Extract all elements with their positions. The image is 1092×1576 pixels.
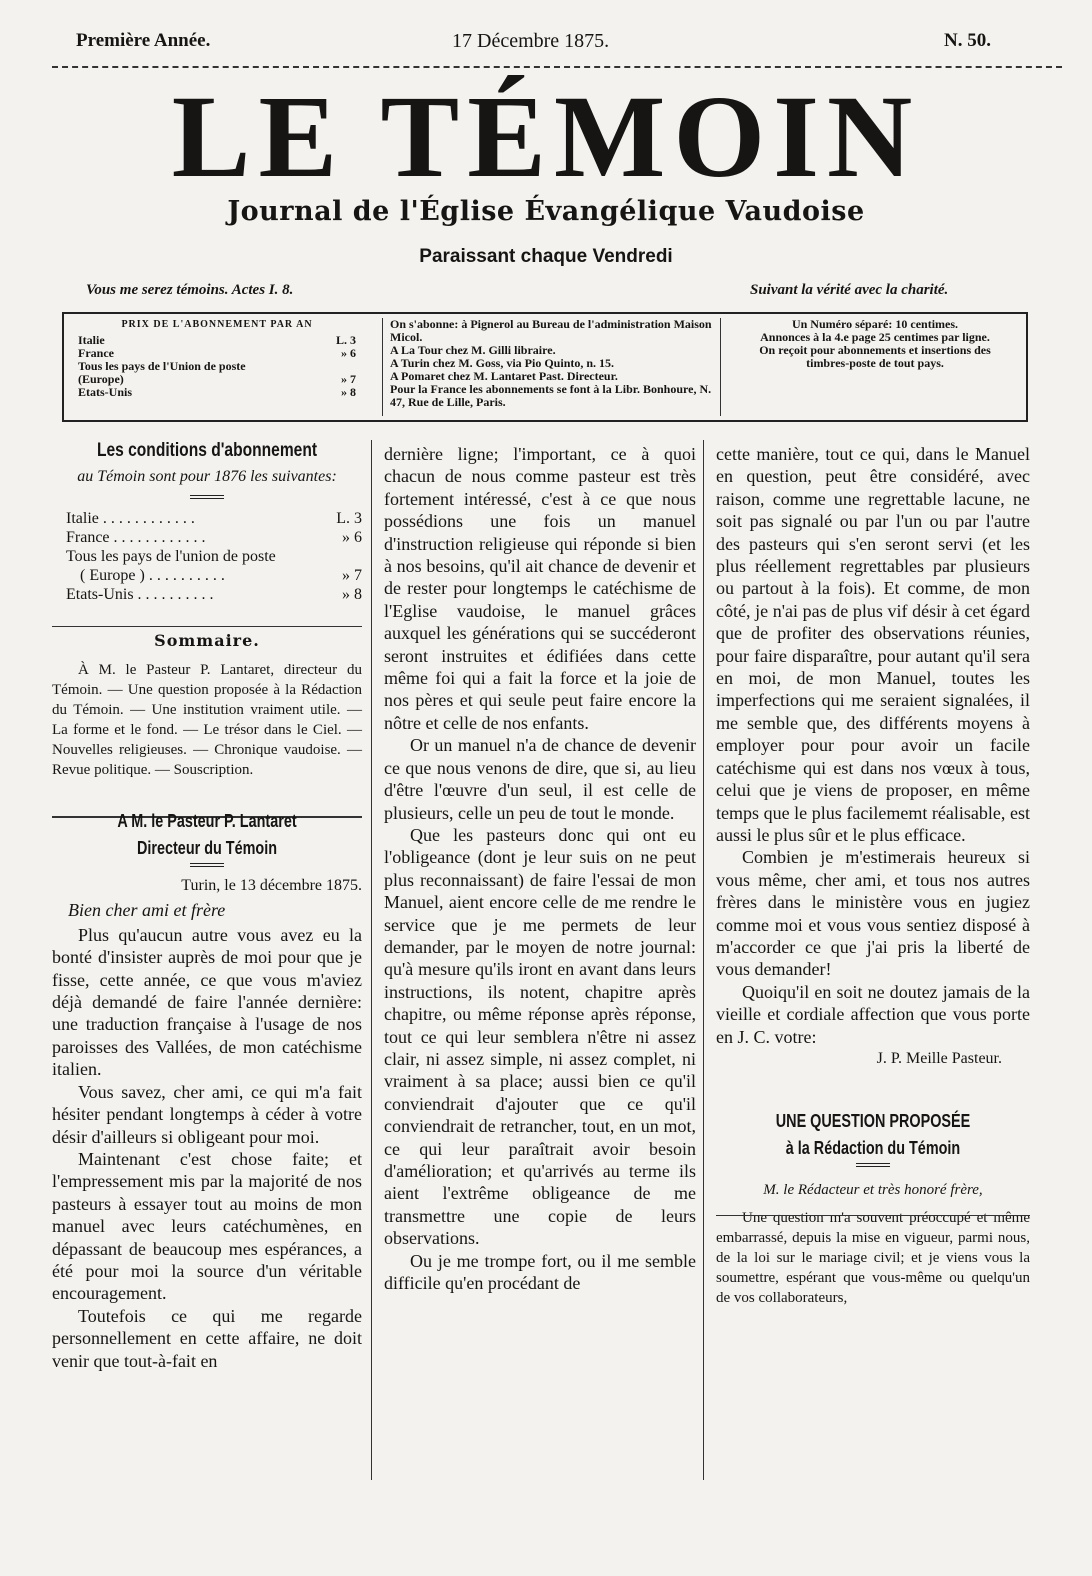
masthead-title: LE TÉMOIN: [171, 71, 921, 202]
conditions-row: ( Europe ) . . . . . . . . . . » 7: [80, 566, 362, 584]
column-1: [52, 440, 362, 1372]
year-label: Première Année.: [76, 30, 211, 51]
price-title: PRIX DE L'ABONNEMENT PAR AN: [121, 319, 313, 330]
short-rule: [856, 1163, 890, 1167]
column-divider: [703, 440, 704, 1480]
price-row: Italie L. 3: [78, 333, 356, 347]
subscribe-line: A Pomaret chez M. Lantaret Past. Directeur.: [390, 369, 618, 383]
letter-heading: A M. le Pasteur P. Lantaret: [117, 811, 297, 832]
top-divider: [52, 66, 1062, 68]
letter-paragraph: cette manière, tout ce qui, dans le Manuel en question, peut être considéré, avec raison, comme une regrettable lacune, ne soit pas signalé ou par l'un ou par l'autre des pasteurs qui s'en seront servi (et les plus réellement regrettables par plusieurs ou partout à la fois). Et comme, de mon côté, je n'ai pas de plus vif désir à cet égard que de profiter des observations réunies, pour faire disparaître, pour autant qu'il sera en moi, de mon Manuel, toutes les imperfections qui me seraient signalées, il me semble que, des différents moyens à employer pour pour avoir un facile catéchisme qui est dans nos vœux à tous, celui que je viens de proposer, en même temps que le plus facilememt réalisable, est aussi le plus sûr et le plus efficace.: [716, 444, 1030, 845]
column-3: [716, 443, 1030, 1308]
price-row: Etats-Unis » 8: [78, 385, 356, 399]
issue-date: 17 Décembre 1875.: [452, 30, 610, 52]
letter-dateline: Turin, le 13 décembre 1875.: [181, 877, 362, 895]
subscribe-info: [390, 318, 712, 416]
column-divider: [371, 440, 372, 1480]
letter-paragraph: Combien je m'estimerais heureux si vous même, cher ami, et tous nos autres frères dans le ministère vous en jugiez comme moi et vous vous sentiez disposé à m'accorder ce que j'ai pris la liberté de vous demander!: [716, 847, 1030, 980]
conditions-row: Etats-Unis . . . . . . . . . . » 8: [66, 585, 362, 603]
conditions-row: Italie . . . . . . . . . . . . L. 3: [66, 509, 362, 527]
issue-number: N. 50.: [944, 30, 991, 51]
letter-paragraph: Maintenant c'est chose faite; et l'empressement mis par la majorité de nos pasteurs à essayer tout au moins de mon manuel avec leurs catéchumènes, en dépassant de beaucoup mes espérances, a été pour moi la source d'un véritable encouragement.: [52, 1148, 362, 1304]
letter-paragraph: Quoiqu'il en soit ne doutez jamais de la vieille et cordiale affection que vous porte en J. C. votre:: [716, 981, 1030, 1047]
sommaire-title: Sommaire.: [154, 630, 260, 650]
question-salutation: M. le Rédacteur et très honoré frère,: [763, 1182, 983, 1199]
subscribe-line: Pour la France les abonnements se font à la Libr. Bonhoure, N. 47, Rue de Lille, Paris.: [390, 382, 712, 409]
letter-paragraph: Vous savez, cher ami, ce qui m'a fait hésiter pendant longtemps à céder à votre désir d'ailleurs si obligeant pour moi.: [52, 1081, 362, 1147]
letter-paragraph: Ou je me trompe fort, ou il me semble difficile qu'en procédant de: [384, 1250, 696, 1294]
subscription-box: [62, 312, 1028, 422]
letter-paragraph: dernière ligne; l'important, ce à quoi chacun de nous comme pasteur est très fortement intéressé, c'est à ce que nous possédions une fois un manuel d'instruction religieuse qui réponde si bien à nos besoins, qu'il ait chance de devenir et de rester pour longtemps le catéchisme de l'Eglise vaudoise, le manuel grâces auxquel les générations qui se succéderont seront instruites et édifiées dans cette même foi qui a fait la force et la joie de nos pères et qui seule peut faire encore la nôtre et celle de nos enfants.: [384, 444, 696, 733]
subscribe-line: A La Tour chez M. Gilli libraire.: [390, 343, 556, 357]
question-text: Une question m'a souvent préoccupé et même embarrassé, depuis la mise en vigueur, parmi nous, de la loi sur le mariage civil; et je viens vous la soumettre, espérant que vous-même ou quelqu'un de vos collaborateurs,: [716, 1209, 1030, 1306]
short-rule: [190, 863, 224, 867]
masthead-subtitle: Journal de l'Église Évangélique Vaudoise: [227, 196, 865, 227]
info-line: Un Numéro séparé: 10 centimes.: [791, 318, 959, 331]
price-row: France » 6: [78, 346, 356, 360]
issue-info: [740, 318, 1010, 416]
box-divider: [720, 318, 721, 416]
sommaire-text: À M. le Pasteur P. Lantaret, directeur du Témoin. — Une question proposée à la Rédaction du Témoin. — Une institution vraiment utile. — La forme et le fond. — Le trésor dans le Ciel. — Nouvelles religieuses. — Chronique vaudoise. — Revue politique. — Souscription.: [52, 662, 362, 779]
motto-left: Vous me serez témoins. Actes I. 8.: [86, 282, 294, 298]
subscribe-line: A Turin chez M. Goss, via Pio Quinto, n. 15.: [390, 356, 615, 370]
price-list: [78, 318, 356, 416]
conditions-subtitle: au Témoin sont pour 1876 les suivantes:: [77, 468, 337, 486]
conditions-row: Tous les pays de l'union de poste: [66, 547, 276, 565]
motto-right: Suivant la vérité avec la charité.: [750, 282, 949, 298]
price-row: Tous les pays de l'Union de poste (Europe) » 7: [78, 359, 356, 386]
info-line: Annonces à la 4.e page 25 centimes par ligne.: [760, 330, 990, 344]
column-2: [384, 443, 696, 1294]
subscribe-line: On s'abonne: à Pignerol au Bureau de l'administration Maison Micol.: [390, 318, 712, 344]
short-rule: [190, 495, 224, 499]
conditions-row: France . . . . . . . . . . . . » 6: [66, 528, 362, 546]
box-divider: [382, 318, 383, 416]
question-heading: UNE QUESTION PROPOSÉE: [775, 1111, 971, 1132]
info-line: On reçoit pour abonnements et insertions des timbres-poste de tout pays.: [759, 343, 991, 370]
section-divider: [716, 1215, 1030, 1216]
letter-subheading: Directeur du Témoin: [136, 837, 278, 858]
conditions-title: Les conditions d'abonnement: [96, 440, 318, 461]
question-subheading: à la Rédaction du Témoin: [785, 1137, 961, 1158]
letter-paragraph: Toutefois ce qui me regarde personnellement en cette affaire, ne doit venir que tout-à-fait en: [52, 1305, 362, 1371]
letter-paragraph: Plus qu'aucun autre vous avez eu la bonté d'insister auprès de moi pour que je fisse, cette année, ce que vous m'aviez déjà demandé de faire l'année dernière: une traduction française à l'usage de nos paroisses des Vallées, de mon catéchisme italien.: [52, 924, 362, 1080]
letter-salutation: Bien cher ami et frère: [68, 900, 226, 921]
section-divider: [52, 626, 362, 627]
letter-paragraph: Or un manuel n'a de chance de devenir ce que nous venons de dire, que si, au lieu d'être l'œuvre d'un seul, il est celle de plusieurs, celle un peu de tout le monde.: [384, 735, 696, 823]
letter-signature: J. P. Meille Pasteur.: [876, 1049, 1002, 1067]
frequency-label: Paraissant chaque Vendredi: [419, 246, 673, 267]
letter-paragraph: Que les pasteurs donc qui ont eu l'obligeance (dont je leur suis on ne peut plus reconnaissant) de faire l'essai de mon Manuel, aient encore celle de me rendre le service que je me permets de leur demander, par le moyen de notre journal: qu'à mesure qu'ils iront en avant dans leurs instructions, ils notent, chapitre après chapitre, ou même réponse après réponse, tout ce qui leur semblera n'être ni assez clair, ni assez simple, ni assez complet, ni vraiment à sa place; aussi bien ce qu'il conviendrait d'ajouter que ce qu'il conviendrait de retrancher, tout, en un mot, ce qui leur paraîtrait avoir besoin d'amélioration; et qu'arrivés au terme ils aient l'extrême obligeance de me transmettre une copie de leurs observations.: [384, 824, 696, 1249]
